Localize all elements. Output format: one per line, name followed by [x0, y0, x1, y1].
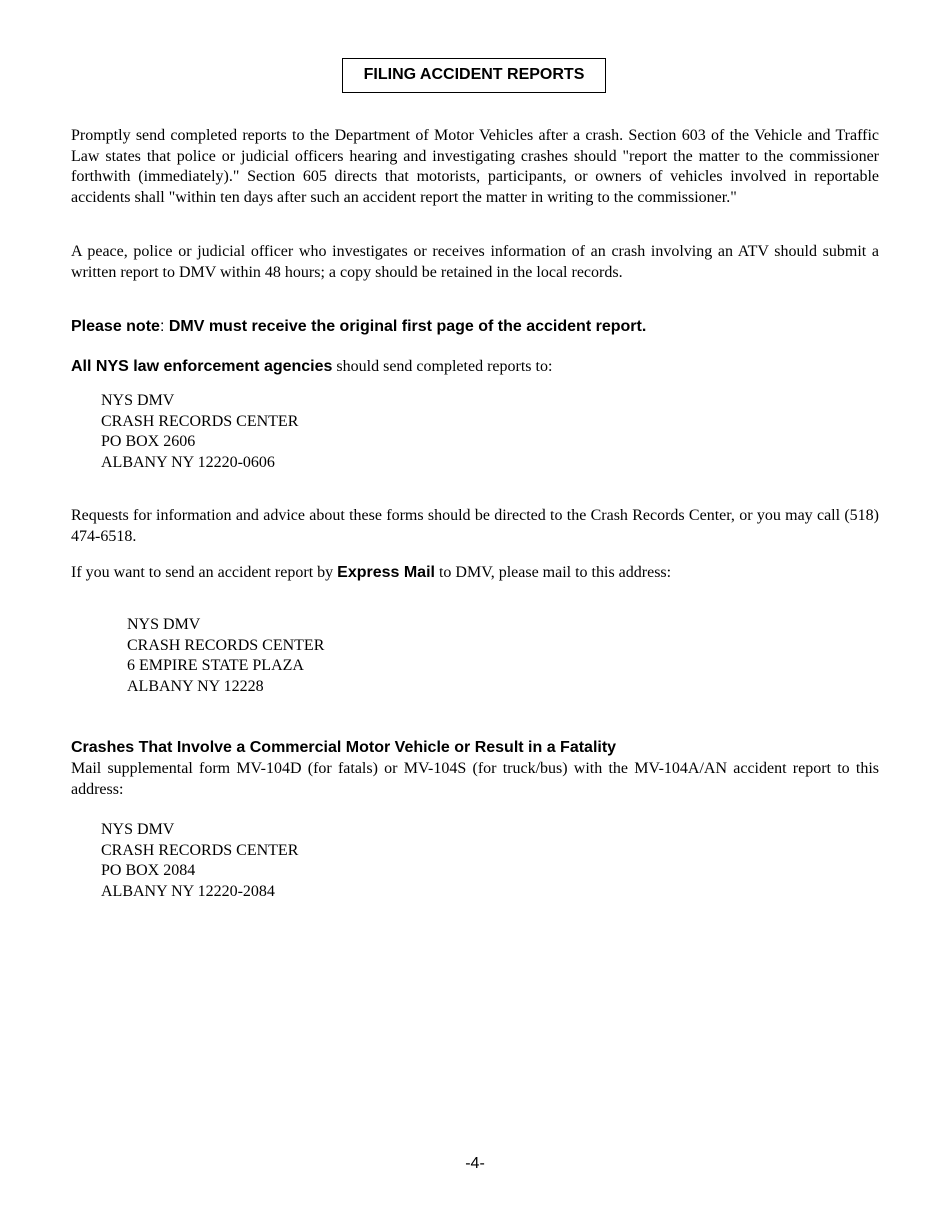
note-separator: :	[159, 318, 169, 335]
page-title: FILING ACCIDENT REPORTS	[342, 58, 606, 93]
address-line: NYS DMV	[101, 821, 175, 838]
address-line: PO BOX 2084	[101, 862, 196, 880]
express-line	[71, 563, 879, 584]
express-address	[127, 615, 324, 697]
note-text: DMV must receive the original first page of the accident report.	[168, 318, 647, 335]
note-label: Please note	[71, 318, 160, 335]
express-after: to DMV, please mail to this address:	[434, 564, 672, 581]
intro-paragraph: Promptly send completed reports to the Department of Motor Vehicles after a crash. Section 603 of the Vehicle and Traffic Law states that police or judicial officers hearing and investigating crashes should "report the matter to the commissioner forthwith (immediately)." Section 605 directs that motorists, participants, or owners of vehicles involved in reportable accidents shall "within ten days after such an accident report the matter in writing to the commissioner."	[71, 127, 879, 206]
express-bold: Express Mail	[337, 564, 435, 581]
address-line: ALBANY NY 12228	[127, 677, 264, 695]
commercial-heading: Crashes That Involve a Commercial Motor Vehicle or Result in a Fatality	[71, 739, 617, 756]
express-before: If you want to send an accident report by	[71, 564, 338, 581]
note-line	[71, 317, 879, 338]
address-line: 6 EMPIRE STATE PLAZA	[127, 657, 304, 675]
agencies-address	[101, 391, 298, 473]
address-line: CRASH RECORDS CENTER	[101, 841, 299, 859]
requests-paragraph: Requests for information and advice about these forms should be directed to the Crash Records Center, or you may call (518) 474-6518.	[71, 507, 879, 545]
address-line: PO BOX 2606	[101, 433, 196, 451]
page-number: -4-	[465, 1155, 485, 1172]
address-line: CRASH RECORDS CENTER	[101, 412, 299, 430]
agencies-rest: should send completed reports to:	[332, 358, 553, 375]
address-line: ALBANY NY 12220-2084	[101, 882, 275, 900]
address-line: NYS DMV	[127, 616, 201, 633]
commercial-text: Mail supplemental form MV-104D (for fatals) or MV-104S (for truck/bus) with the MV-104A/AN accident report to this address:	[71, 760, 879, 798]
address-line: ALBANY NY 12220-0606	[101, 453, 275, 471]
address-line: CRASH RECORDS CENTER	[127, 636, 325, 654]
atv-paragraph: A peace, police or judicial officer who investigates or receives information of an crash involving an ATV should submit a written report to DMV within 48 hours; a copy should be retained in the local records.	[71, 243, 879, 281]
agencies-bold: All NYS law enforcement agencies	[71, 358, 333, 375]
commercial-address	[101, 820, 298, 902]
address-line: NYS DMV	[101, 392, 175, 409]
agencies-line	[71, 357, 879, 378]
